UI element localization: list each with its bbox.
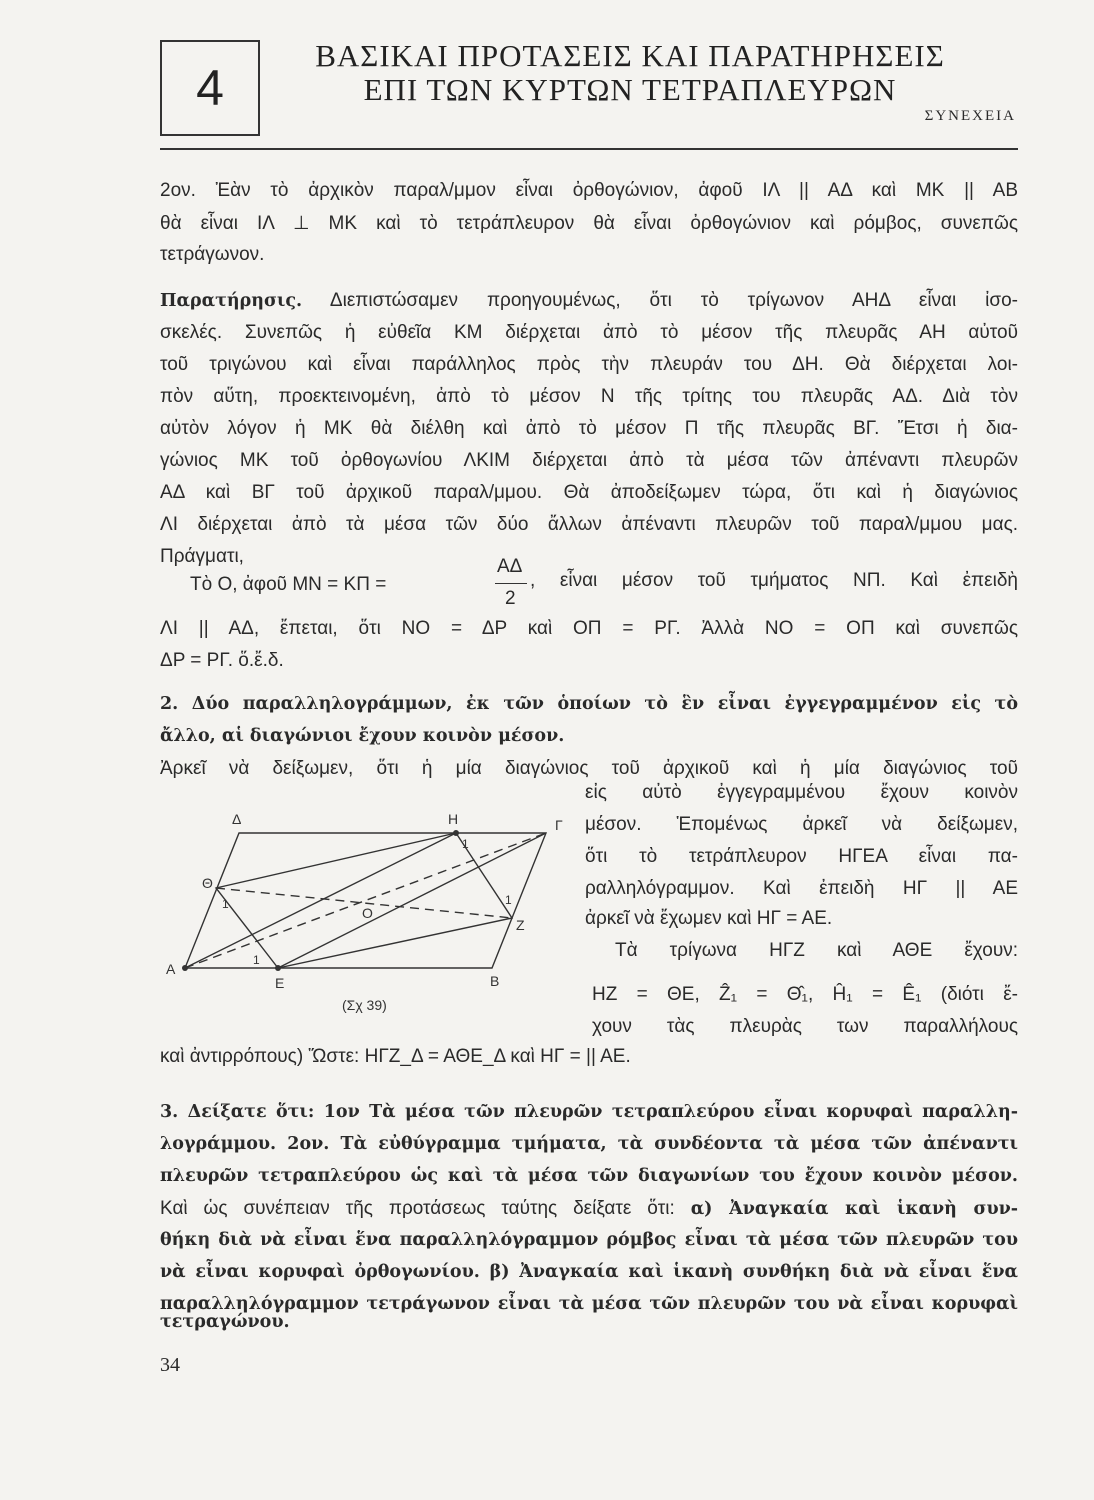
prop2-right-line: ραλληλόγραμμον. Καὶ ἐπειδὴ ΗΓ || ΑΕ bbox=[585, 878, 1018, 899]
prop3-line: 3. Δείξατε ὅτι: 1ον Τὰ μέσα τῶν πλευρῶν τετραπλεύρου εἶναι κορυφαὶ παραλλη- bbox=[160, 1102, 1018, 1122]
remark-label: Παρατήρησις. bbox=[160, 291, 303, 311]
equation-left: Τὸ Ο, ἀφοῦ ΜΝ = ΚΠ = bbox=[190, 574, 387, 595]
prop3-line: νὰ εἶναι κορυφαὶ ὀρθογωνίου. β) Ἀναγκαία καὶ ἱκανὴ συνθήκη διὰ νὰ εἶναι ἕνα bbox=[160, 1262, 1018, 1282]
angle-label-1: 1 bbox=[505, 893, 512, 907]
paragraph-line: 2ον. Ἐὰν τὸ ἀρχικὸν παραλ/μμον εἶναι ὀρθογώνιον, ἀφοῦ ΙΛ || ΑΔ καὶ ΜΚ || ΑΒ bbox=[160, 180, 1018, 201]
equation-right: , εἶναι μέσον τοῦ τμήματος ΝΠ. Καὶ ἐπειδὴ bbox=[530, 570, 1018, 591]
fraction-denominator: 2 bbox=[505, 588, 516, 609]
label-Z: Ζ bbox=[516, 917, 525, 933]
angle-label-1: 1 bbox=[222, 897, 229, 911]
label-A: Α bbox=[166, 961, 176, 977]
paragraph-line: Πράγματι, bbox=[160, 546, 244, 567]
label-D: Δ bbox=[232, 811, 242, 827]
header-rule bbox=[160, 148, 1018, 150]
paragraph-line: γώνιος ΜΚ τοῦ ὀρθογωνίου ΛΚΙΜ διέρχεται ἀπὸ τὰ μέσα τῶν ἀπέναντι πλευρῶν bbox=[160, 450, 1018, 471]
prop2-right-line: μέσον. Ἑπομένως ἀρκεῖ νὰ δείξωμεν, bbox=[585, 814, 1018, 835]
label-E: Ε bbox=[275, 975, 285, 991]
remark-first-text: Διεπιστώσαμεν προηγουμένως, ὅτι τὸ τρίγωνον ΑΗΔ εἶναι ἰσο- bbox=[329, 290, 1018, 311]
label-B: Β bbox=[490, 973, 500, 989]
paragraph-line: σκελές. Συνεπῶς ἡ εὐθεῖα ΚΜ διέρχεται ἀπὸ τὸ μέσον τῆς πλευρᾶς ΑΗ αὐτοῦ bbox=[160, 322, 1018, 343]
label-O: Ο bbox=[362, 905, 373, 921]
prop2-conclusion: καὶ ἀντιρρόπους) Ὥστε: ΗΓΖ_Δ = ΑΘΕ_Δ καὶ ΗΓ = || ΑΕ. bbox=[160, 1046, 631, 1067]
chapter-number: 4 bbox=[196, 60, 224, 116]
paragraph-line: τοῦ τριγώνου καὶ εἶναι παράλληλος πρὸς τὴν πλευράν του ΔΗ. Θὰ διέρχεται λοι- bbox=[160, 354, 1018, 375]
prop2-triangles-line: Τὰ τρίγωνα ΗΓΖ καὶ ΑΘΕ ἔχουν: bbox=[615, 940, 1018, 961]
prop2-right-line: εἰς αὐτὸ ἐγγεγραμμένου ἔχουν κοινὸν bbox=[585, 782, 1018, 803]
prop3-mixed-line bbox=[160, 1198, 1018, 1220]
paragraph-line: ΛΙ διέρχεται ἀπὸ τὰ μέσα τῶν δύο ἄλλων ἀπέναντι πλευρῶν τοῦ παραλ/μμου μας. bbox=[160, 514, 1018, 535]
prop3-line: λογράμμου. 2ον. Τὰ εὐθύγραμμα τμήματα, τὰ συνδέοντα τὰ μέσα τῶν ἀπέναντι bbox=[160, 1134, 1018, 1154]
paragraph-line: ΛΙ || ΑΔ, ἔπεται, ὅτι ΝΟ = ΔΡ καὶ ΟΠ = ΡΓ. Ἀλλὰ ΝΟ = ΟΠ καὶ συνεπῶς bbox=[160, 618, 1018, 639]
fraction-bar bbox=[495, 583, 527, 584]
inner-parallelogram bbox=[216, 833, 512, 968]
prop3-line: πλευρῶν τετραπλεύρου ὡς καὶ τὰ μέσα τῶν διαγωνίων του ἔχουν κοινὸν μέσον. bbox=[160, 1166, 1018, 1186]
label-TH: Θ bbox=[202, 875, 213, 891]
paragraph-line: ΔΡ = ΡΓ. ὅ.ἔ.δ. bbox=[160, 650, 284, 671]
paragraph-line: πὸν αὕτη, προεκτεινομένη, ἀπὸ τὸ μέσον Ν τῆς τρίτης του πλευρᾶς ΑΔ. Διὰ τὸν bbox=[160, 386, 1018, 407]
prop3-bold-text: α) Ἀναγκαία καὶ ἱκανὴ συν- bbox=[690, 1199, 1019, 1219]
prop2-equality-line: ΗΖ = ΘΕ, Ẑ₁ = Θ̂₁, Ĥ₁ = Ê₁ (διότι ἔ- bbox=[592, 984, 1018, 1005]
paragraph-line: ΑΔ καὶ ΒΓ τοῦ ἀρχικοῦ παραλ/μμου. Θὰ ἀποδείξωμεν τώρα, ὅτι καὶ ἡ διαγώνιος bbox=[160, 482, 1018, 503]
chapter-title-line-2: ΕΠΙ ΤΩΝ ΚΥΡΤΩΝ ΤΕΤΡΑΠΛΕΥΡΩΝ bbox=[363, 72, 897, 107]
prop2-right-line: ὅτι τὸ τετράπλευρον ΗΓΕΑ εἶναι πα- bbox=[585, 846, 1018, 867]
prop2-title-line: 2. Δύο παραλληλογράμμων, ἐκ τῶν ὁποίων τὸ ἓν εἶναι ἐγγεγραμμένον εἰς τὸ bbox=[160, 694, 1018, 714]
paragraph-line: τετράγωνον. bbox=[160, 244, 265, 265]
prop3-line: παραλληλόγραμμον τετράγωνον εἶναι τὰ μέσα τῶν πλευρῶν του νὰ εἶναι κορυφαὶ bbox=[160, 1294, 1018, 1314]
label-H: Η bbox=[448, 811, 459, 827]
chapter-number-box bbox=[160, 40, 260, 136]
remark-first-line bbox=[160, 290, 1018, 312]
angle-label-1: 1 bbox=[462, 837, 469, 851]
label-G: Γ bbox=[555, 817, 563, 833]
prop3-line: θήκη διὰ νὰ εἶναι ἕνα παραλληλόγραμμον ρόμβος εἶναι τὰ μέσα τῶν πλευρῶν του bbox=[160, 1230, 1018, 1250]
prop2-equality-line: χουν τὰς πλευρὰς των παραλλήλους bbox=[592, 1016, 1018, 1037]
angle-label-1: 1 bbox=[253, 953, 260, 967]
prop2-right-line: ἀρκεῖ νὰ ἔχωμεν καὶ ΗΓ = ΑΕ. bbox=[585, 908, 833, 929]
prop2-title-line: ἄλλο, αἱ διαγώνιοι ἔχουν κοινὸν μέσον. bbox=[160, 726, 565, 746]
prop3-normal-text: Καὶ ὡς συνέπειαν τῆς προτάσεως ταύτης δείξατε ὅτι: bbox=[160, 1198, 675, 1219]
chapter-title-line-1: ΒΑΣΙΚΑΙ ΠΡΟΤΑΣΕΙΣ ΚΑΙ ΠΑΡΑΤΗΡΗΣΕΙΣ bbox=[315, 38, 945, 73]
page-number: 34 bbox=[160, 1354, 180, 1376]
paragraph-line: θὰ εἶναι ΙΛ ⊥ ΜΚ καὶ τὸ τετράπλευρον θὰ εἶναι ὀρθογώνιον καὶ ρόμβος, συνεπῶς bbox=[160, 213, 1018, 234]
figure-caption: (Σχ 39) bbox=[342, 997, 387, 1013]
paragraph-line: Ἀρκεῖ νὰ δείξωμεν, ὅτι ἡ μία διαγώνιος τοῦ ἀρχικοῦ καὶ ἡ μία διαγώνιος τοῦ bbox=[160, 758, 1018, 779]
figure-39 bbox=[150, 800, 570, 1030]
continued-label: ΣΥΝΕΧΕΙΑ bbox=[924, 108, 1016, 124]
prop3-line: τετραγώνου. bbox=[160, 1312, 290, 1332]
fraction-numerator: ΑΔ bbox=[497, 556, 523, 577]
paragraph-line: αὐτὸν λόγον ἡ ΜΚ θὰ διέλθη καὶ ἀπὸ τὸ μέσον Π τῆς πλευρᾶς ΒΓ. Ἔτσι ἡ δια- bbox=[160, 418, 1018, 439]
